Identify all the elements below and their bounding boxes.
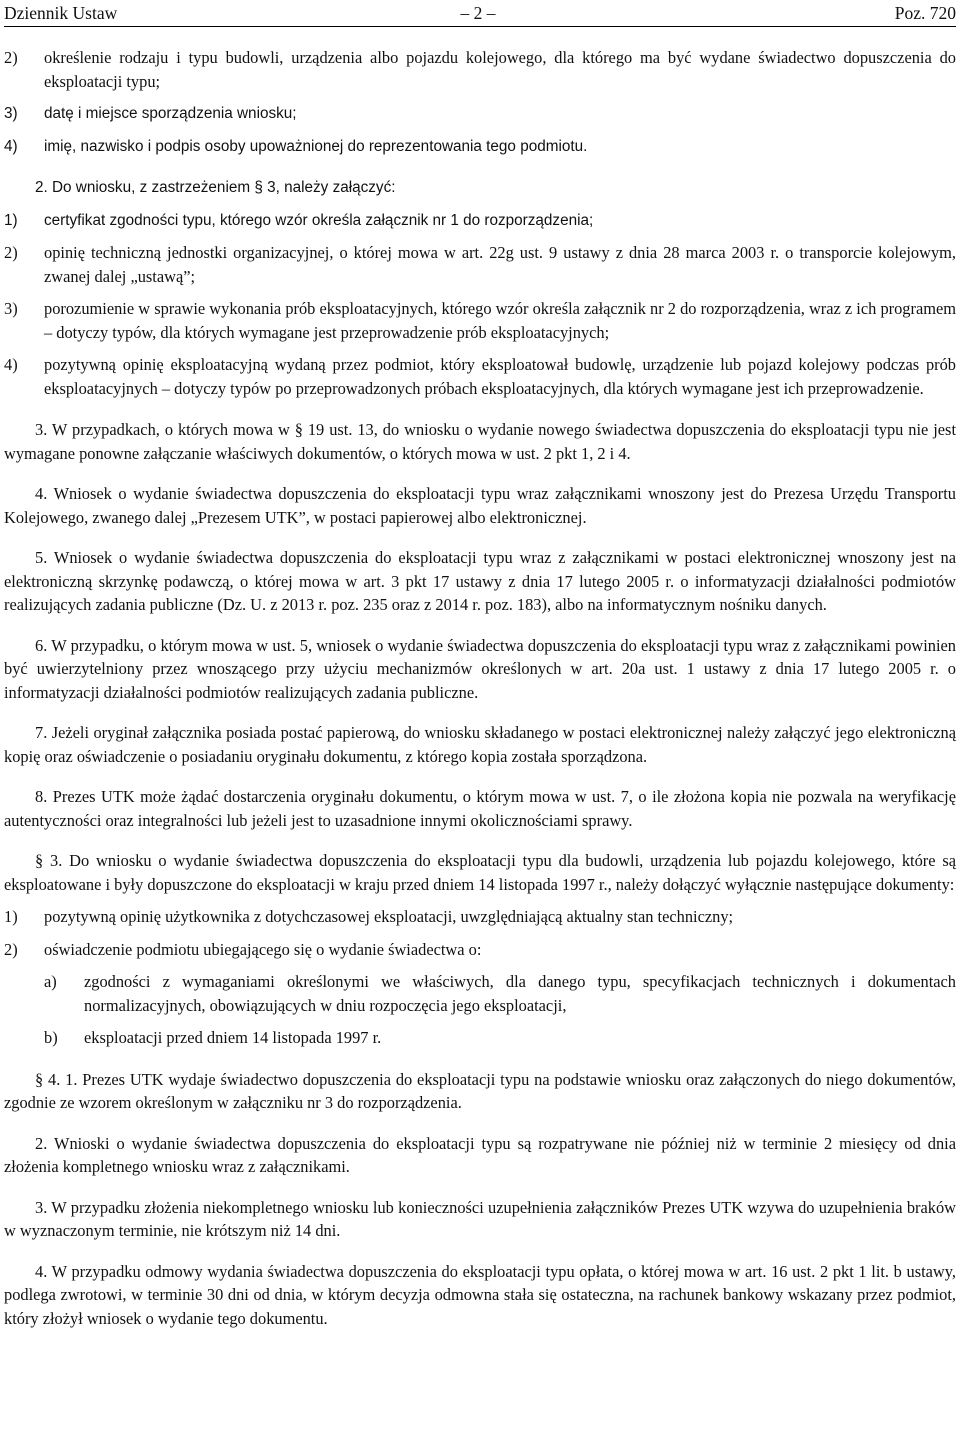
- list-item: [4, 102, 956, 126]
- list-item: [4, 353, 956, 400]
- item-text: określenie rodzaju i typu budowli, urządzenia albo pojazdu kolejowego, dla którego ma być wydane świadectwo dopuszczenia do eksploatacji typu;: [44, 48, 956, 91]
- journal-title: Dziennik Ustaw: [4, 3, 118, 23]
- list-item: [4, 135, 956, 159]
- paragraph: 4. W przypadku odmowy wydania świadectwa dopuszczenia do eksploatacji typu opłata, o której mowa w art. 16 ust. 2 pkt 1 lit. b ustawy, podlega zwrotowi, w terminie 30 dni od dnia, w którym decyzja odmowna stała się ostateczna, na rachunek bankowy wskazany przez podmiot, który złożył wniosek o wydanie tego dokumentu.: [4, 1261, 956, 1328]
- list-b-cont: [4, 241, 956, 400]
- list-c: [4, 905, 956, 1050]
- item-number: 2): [4, 939, 18, 959]
- item-text: opinię techniczną jednostki organizacyjnej, o której mowa w art. 22g ust. 9 ustawy z dnia 28 marca 2003 r. o transporcie kolejowym, zwanej dalej „ustawą”;: [44, 243, 956, 286]
- item-number: 4): [4, 137, 18, 155]
- item-number: 3): [4, 299, 18, 318]
- list-item: [4, 46, 956, 93]
- list-item: [4, 905, 956, 929]
- item-text: imię, nazwisko i podpis osoby upoważnionej do reprezentowania tego podmiotu.: [44, 137, 588, 155]
- sub-item-text: zgodności z wymaganiami określonymi we właściwych, dla danego typu, specyfikacjach technicznych i dokumentach normalizacyjnych, obowiązujących w dniu rozpoczęcia jego eksploatacji,: [84, 972, 956, 1015]
- paragraph: 7. Jeżeli oryginał załącznika posiada postać papierową, do wniosku składanego w postaci elektronicznej należy załączyć jego elektroniczną kopię oraz oświadczenie o posiadaniu oryginału dokumentu, z którego kopia została sporządzona.: [4, 723, 956, 766]
- paragraph-intro: 2. Do wniosku, z zastrzeżeniem § 3, należy załączyć:: [35, 179, 396, 196]
- item-text: datę i miejsce sporządzenia wniosku;: [44, 105, 297, 122]
- section-4: § 4. 1. Prezes UTK wydaje świadectwo dopuszczenia do eksploatacji typu na podstawie wniosku oraz załączonych do niego dokumentów, zgodnie ze wzorem określonym w załączniku nr 3 do rozporządzenia.: [4, 1069, 956, 1112]
- list-b: [4, 209, 956, 233]
- list-item: [4, 297, 956, 344]
- item-number: 4): [4, 355, 18, 374]
- item-text: oświadczenie podmiotu ubiegającego się o wydanie świadectwa o:: [44, 939, 482, 959]
- section-3: § 3. Do wniosku o wydanie świadectwa dopuszczenia do eksploatacji typu dla budowli, urządzenia lub pojazdu kolejowego, które są eksploatowane i były dopuszczone do eksploatacji w kraju przed dniem 14 listopada 1997 r., należy dołączyć wyłącznie następujące dokumenty:: [4, 851, 956, 894]
- sub-item-text: eksploatacji przed dniem 14 listopada 1997 r.: [84, 1028, 382, 1047]
- page-header: [4, 0, 956, 27]
- paragraph: 3. W przypadku złożenia niekompletnego wniosku lub konieczności uzupełnienia załączników Prezes UTK wzywa do uzupełnienia braków w wyznaczonym terminie, nie krótszym niż 14 dni.: [4, 1197, 956, 1240]
- item-number: 2): [4, 48, 18, 67]
- sub-item: [44, 1026, 956, 1050]
- paragraph: 4. Wniosek o wydanie świadectwa dopuszczenia do eksploatacji typu wraz załącznikami wnoszony jest do Prezesa Urzędu Transportu Kolejowego, zwanego dalej „Prezesem UTK”, w postaci papierowej albo elektronicznej.: [4, 484, 956, 527]
- paragraph: 2. Wnioski o wydanie świadectwa dopuszczenia do eksploatacji typu są rozpatrywane nie później niż w terminie 2 miesięcy od dnia złożenia kompletnego wniosku wraz z załącznikami.: [4, 1133, 956, 1176]
- item-number: 1): [4, 907, 18, 926]
- sub-item-letter: a): [44, 972, 57, 991]
- paragraph: 6. W przypadku, o którym mowa w ust. 5, wniosek o wydanie świadectwa dopuszczenia do eksploatacji typu wraz z załącznikami powinien być uwierzytelniony przez wnoszącego przy użyciu mechanizmów określonych w art. 20a ust. 1 ustawy z dnia 17 lutego 2005 r. o informatyzacji działalności podmiotów realizujących zadania publiczne.: [4, 635, 956, 702]
- item-text: pozytywną opinię użytkownika z dotychczasowej eksploatacji, uwzględniającą aktualny stan techniczny;: [44, 907, 734, 926]
- sub-item-letter: b): [44, 1028, 58, 1047]
- paragraph: 5. Wniosek o wydanie świadectwa dopuszczenia do eksploatacji typu wraz z załącznikami w postaci elektronicznej wnoszony jest na elektroniczną skrzynkę podawczą, o której mowa w art. 3 pkt 17 ustawy z dnia 17 lutego 2005 r. o informatyzacji działalności podmiotów realizujących zadania publiczne (Dz. U. z 2013 r. poz. 235 oraz z 2014 r. poz. 183), albo na informatycznym nośniku danych.: [4, 548, 956, 614]
- paragraph: 3. W przypadkach, o których mowa w § 19 ust. 13, do wniosku o wydanie nowego świadectwa dopuszczenia do eksploatacji typu nie jest wymagane ponowne załączanie właściwych dokumentów, o których mowa w ust. 2 pkt 1, 2 i 4.: [4, 420, 956, 463]
- item-text: pozytywną opinię eksploatacyjną wydaną przez podmiot, który eksploatował budowlę, urządzenie lub pojazd kolejowy podczas prób eksploatacyjnych – dotyczy typów po przeprowadzonych próbach eksploatacyjnych, dla których wymagane jest ich przeprowadzenie.: [44, 355, 956, 398]
- list-item: [4, 938, 956, 962]
- item-text: porozumienie w sprawie wykonania prób eksploatacyjnych, którego wzór określa załącznik nr 2 do rozporządzenia, wraz z ich programem – dotyczy typów, dla których wymagane jest przeprowadzenie prób eksploatacyjnych;: [44, 299, 956, 342]
- item-text: certyfikat zgodności typu, którego wzór określa załącznik nr 1 do rozporządzenia;: [44, 211, 594, 229]
- paragraph: 8. Prezes UTK może żądać dostarczenia oryginału dokumentu, o którym mowa w ust. 7, o ile złożona kopia nie pozwala na weryfikację autentyczności oraz integralności lub jeżeli jest to uzasadnione innymi okolicznościami sprawy.: [4, 787, 956, 830]
- list-a: [4, 46, 956, 158]
- page-number: – 2 –: [460, 3, 496, 23]
- sub-item: [44, 970, 956, 1017]
- position-number: Poz. 720: [894, 3, 956, 23]
- list-item: [4, 209, 956, 233]
- item-number: 1): [4, 211, 18, 229]
- document-page: [4, 0, 956, 1330]
- item-number: 2): [4, 243, 18, 262]
- document-body: [4, 27, 956, 1330]
- list-item: [4, 241, 956, 288]
- item-number: 3): [4, 105, 18, 122]
